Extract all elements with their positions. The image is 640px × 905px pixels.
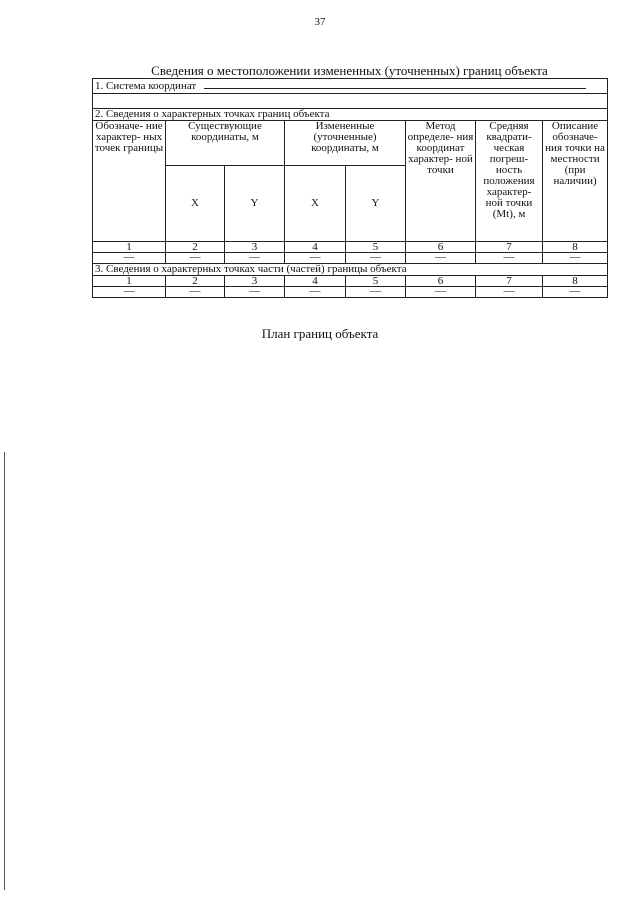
section-2-dash-row xyxy=(93,253,608,264)
column-number: 4 xyxy=(285,242,346,253)
header-point-description: Описание обозначе- ния точки на местности (при наличии) xyxy=(543,121,608,242)
section-3-label: 3. Сведения о характерных точках части (частей) границы объекта xyxy=(93,264,608,276)
header-changed-y: Y xyxy=(346,166,406,242)
empty-cell-dash: — xyxy=(166,287,225,298)
empty-cell-dash: — xyxy=(543,287,608,298)
column-number: 3 xyxy=(225,242,285,253)
empty-cell-dash: — xyxy=(285,287,346,298)
section-2-label: 2. Сведения о характерных точках границ объекта xyxy=(93,109,608,121)
header-changed-x: X xyxy=(285,166,346,242)
empty-cell-dash: — xyxy=(476,287,543,298)
header-row-top xyxy=(93,121,608,166)
section-2-heading-row xyxy=(93,109,608,121)
plan-title: План границ объекта xyxy=(261,326,379,341)
section-3-number-row xyxy=(93,276,608,287)
header-mean-square-error: Средняя квадрати- ческая погреш- ность положения характер- ной точки (Mt), м xyxy=(476,121,543,242)
page-number: 37 xyxy=(314,16,326,28)
section-3-dash-row xyxy=(93,287,608,298)
coordinate-system-row xyxy=(93,79,608,94)
section-2-number-row xyxy=(93,242,608,253)
column-number: 4 xyxy=(285,276,346,287)
header-existing-coordinates: Существующие координаты, м xyxy=(166,121,285,166)
empty-cell-dash: — xyxy=(93,287,166,298)
column-number: 7 xyxy=(476,242,543,253)
empty-cell-dash: — xyxy=(543,253,608,264)
header-existing-x: X xyxy=(166,166,225,242)
column-number: 2 xyxy=(166,242,225,253)
column-number: 5 xyxy=(346,276,406,287)
column-number: 8 xyxy=(543,242,608,253)
header-existing-y: Y xyxy=(225,166,285,242)
coordinate-system-spacer-row xyxy=(93,94,608,109)
section-1-label: 1. Система координат xyxy=(95,80,197,92)
coordinate-system-value-line xyxy=(204,79,586,89)
section-3-heading-row xyxy=(93,264,608,276)
column-number: 2 xyxy=(166,276,225,287)
empty-cell-dash: — xyxy=(93,253,166,264)
column-number: 1 xyxy=(93,276,166,287)
header-method: Метод определе- ния координат характер- ной точки xyxy=(406,121,476,242)
column-number: 5 xyxy=(346,242,406,253)
column-number: 1 xyxy=(93,242,166,253)
empty-cell-dash: — xyxy=(225,253,285,264)
column-number: 8 xyxy=(543,276,608,287)
empty-cell-dash: — xyxy=(476,253,543,264)
empty-cell-dash: — xyxy=(346,253,406,264)
column-number: 7 xyxy=(476,276,543,287)
empty-cell-dash: — xyxy=(406,287,476,298)
empty-cell-dash: — xyxy=(406,253,476,264)
empty-cell-dash: — xyxy=(346,287,406,298)
document-title: Сведения о местоположении измененных (уточненных) границ объекта xyxy=(151,63,548,78)
header-changed-coordinates: Измененные (уточненные) координаты, м xyxy=(285,121,406,166)
scan-edge-line xyxy=(4,452,5,890)
column-number: 6 xyxy=(406,242,476,253)
header-point-designation: Обозначе- ние характер- ных точек границы xyxy=(93,121,166,242)
boundary-points-table xyxy=(92,78,608,298)
empty-cell-dash: — xyxy=(166,253,225,264)
column-number: 6 xyxy=(406,276,476,287)
column-number: 3 xyxy=(225,276,285,287)
empty-cell-dash: — xyxy=(225,287,285,298)
empty-cell-dash: — xyxy=(285,253,346,264)
